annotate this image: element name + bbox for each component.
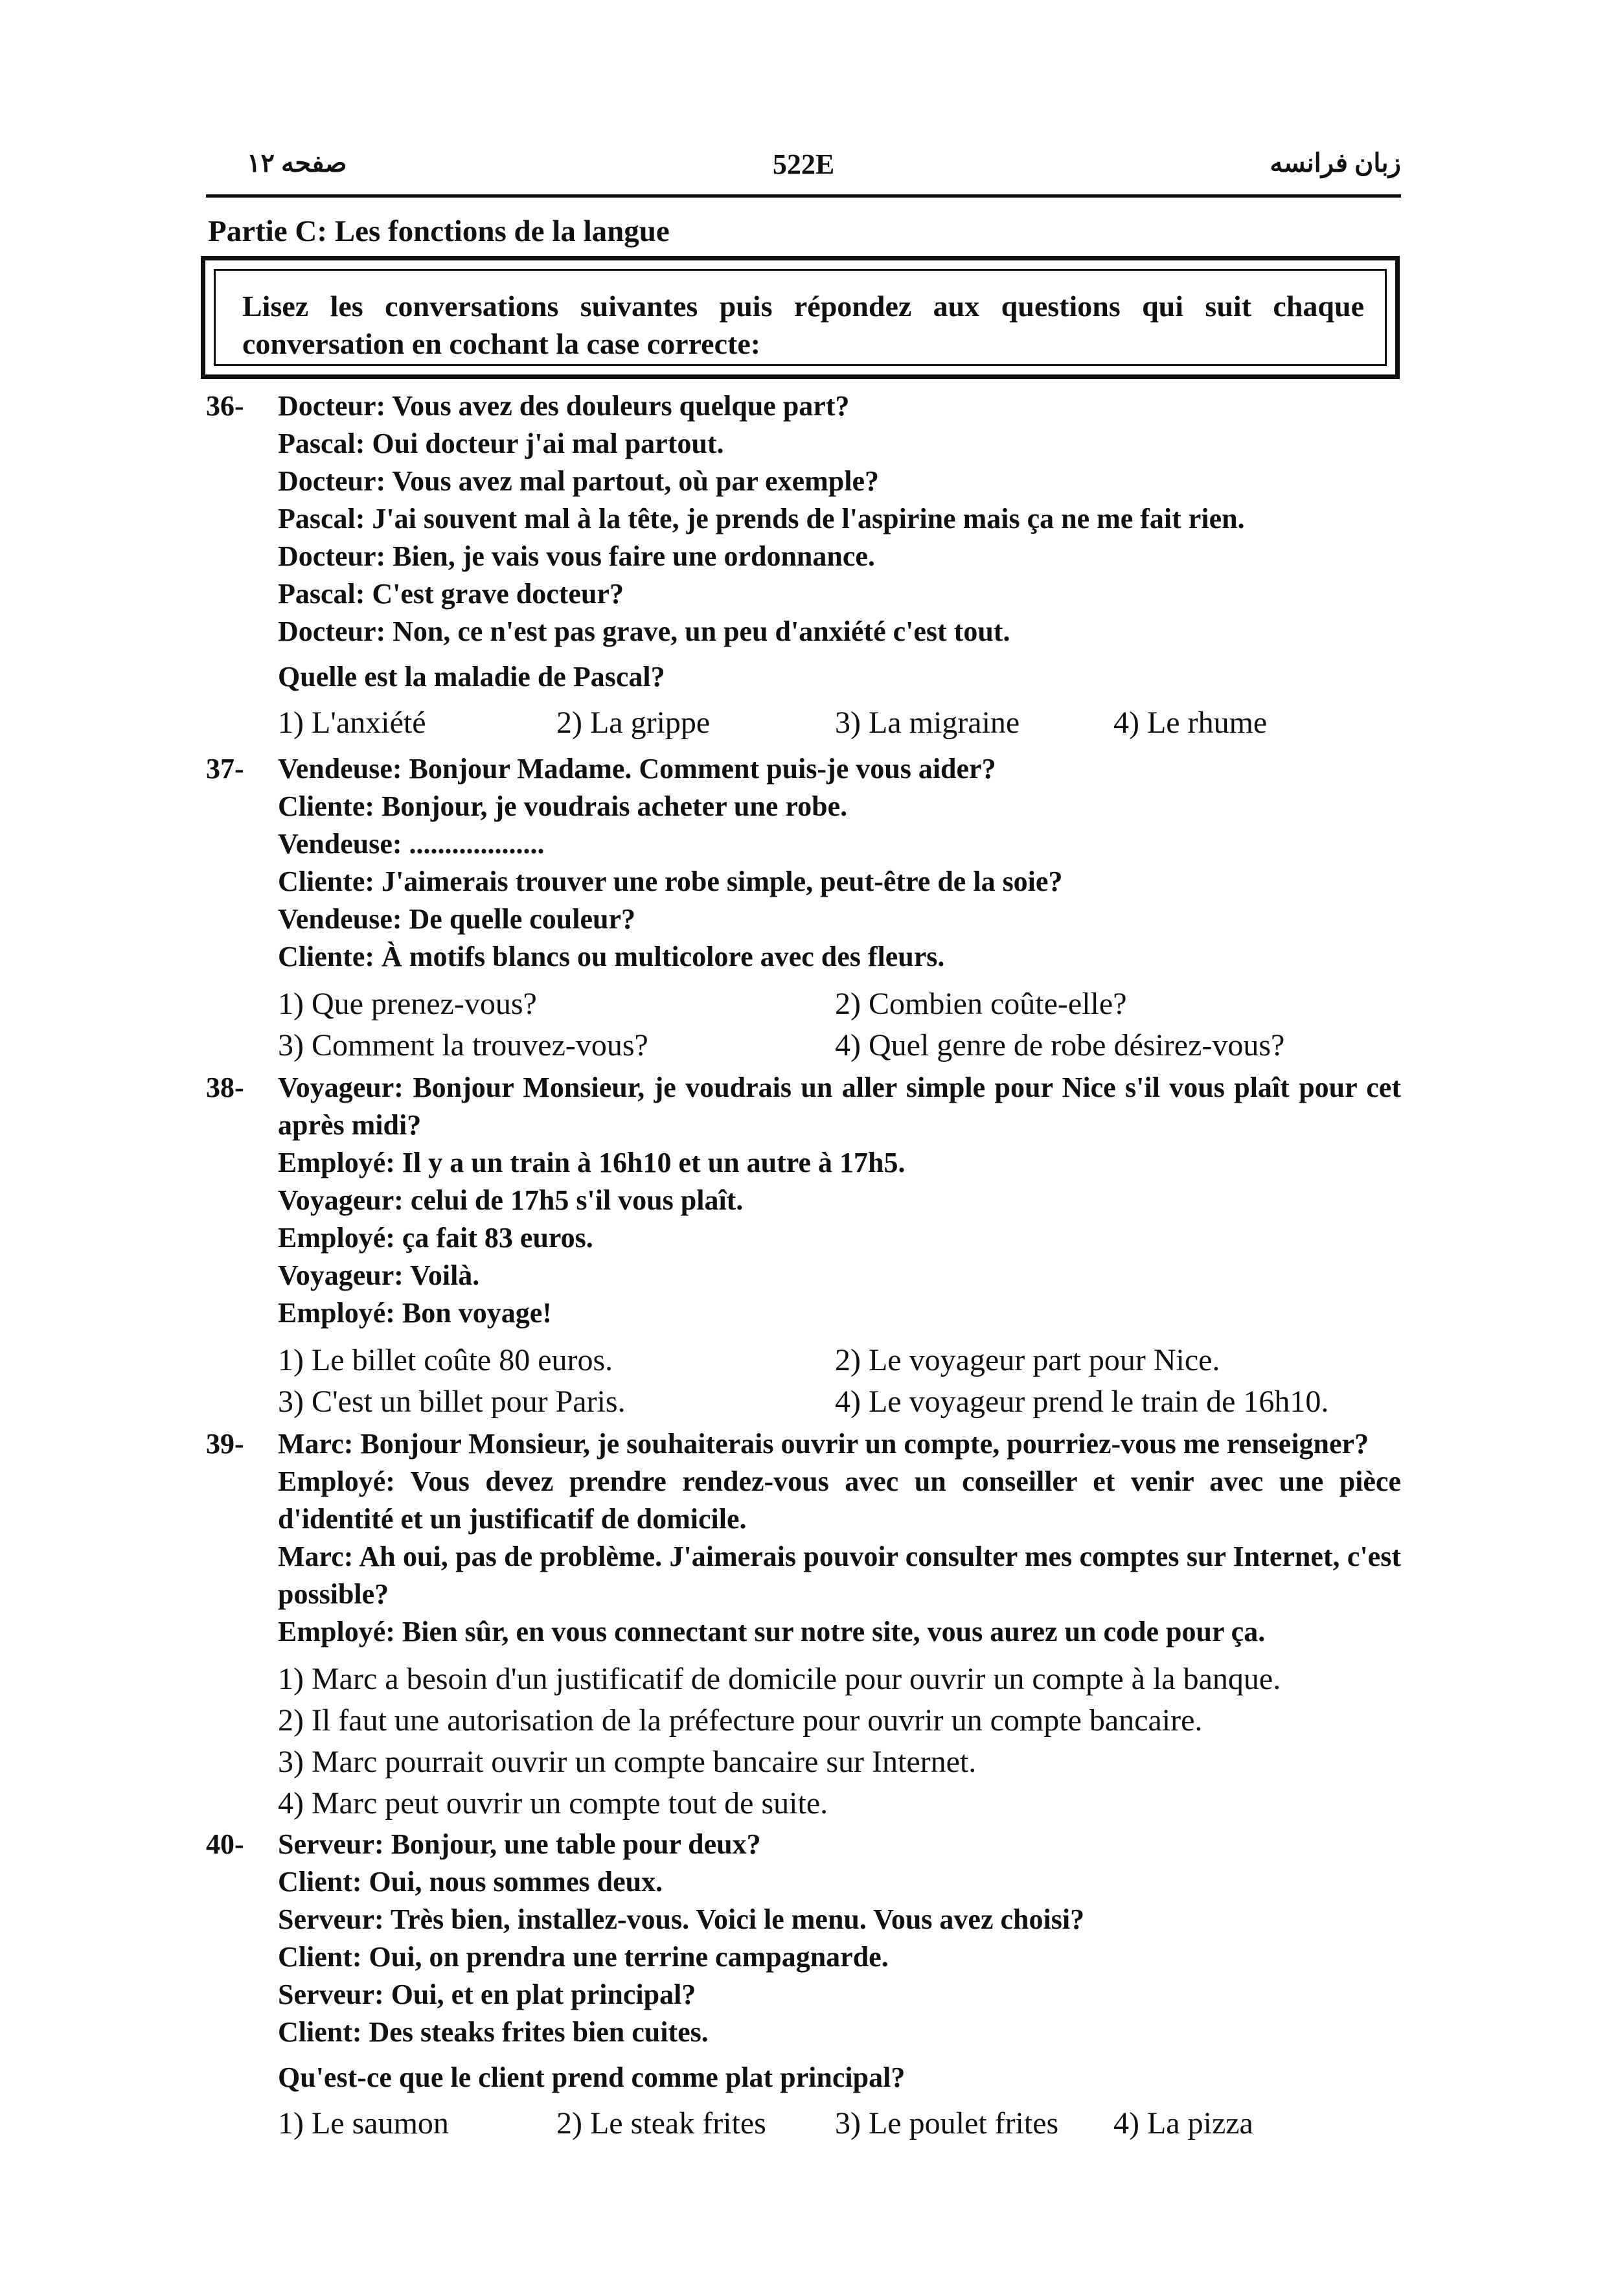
answer-option[interactable]: 2) Le voyageur part pour Nice.: [835, 1343, 1220, 1377]
dialogue-line: Serveur: Bonjour, une table pour deux?: [278, 1828, 761, 1860]
answer-option[interactable]: 1) Marc a besoin d'un justificatif de domicile pour ouvrir un compte à la banque.: [278, 1662, 1281, 1696]
answer-options: [278, 983, 1401, 1066]
answer-option[interactable]: 3) La migraine: [835, 706, 1020, 740]
dialogue-line: Employé: Bien sûr, en vous connectant sur notre site, vous aurez un code pour ça.: [278, 1616, 1266, 1647]
dialogue-line: Docteur: Bien, je vais vous faire une ordonnance.: [278, 540, 875, 572]
dialogue-line: Docteur: Non, ce n'est pas grave, un peu d'anxiété c'est tout.: [278, 615, 1010, 647]
answer-option[interactable]: 1) L'anxiété: [278, 706, 426, 740]
section-title: Partie C: Les fonctions de la langue: [208, 214, 670, 248]
answer-option[interactable]: 4) Marc peut ouvrir un compte tout de suite.: [278, 1786, 828, 1820]
answer-options: [278, 702, 1401, 744]
dialogue-line: Vendeuse: ...................: [278, 828, 545, 860]
answer-option[interactable]: 2) Combien coûte-elle?: [835, 987, 1127, 1021]
dialogue-line: Pascal: C'est grave docteur?: [278, 578, 624, 610]
dialogue-line: Cliente: J'aimerais trouver une robe simple, peut-être de la soie?: [278, 866, 1063, 897]
dialogue-line: Voyageur: celui de 17h5 s'il vous plaît.: [278, 1184, 744, 1216]
dialogue-line: Cliente: Bonjour, je voudrais acheter une robe.: [278, 790, 848, 822]
question-prompt: Quelle est la maladie de Pascal?: [278, 661, 665, 693]
answer-options: [278, 2103, 1401, 2144]
answer-option[interactable]: 2) La grippe: [556, 706, 711, 740]
dialogue-line: Employé: ça fait 83 euros.: [278, 1222, 593, 1254]
question-body: [278, 1826, 1401, 2144]
dialogue-line: Pascal: J'ai souvent mal à la tête, je prends de l'aspirine mais ça ne me fait rien.: [278, 503, 1245, 534]
answer-options: [278, 1340, 1401, 1423]
answer-options: [278, 1659, 1401, 1824]
dialogue-line: Client: Oui, on prendra une terrine campagnarde.: [278, 1941, 889, 1973]
answer-option[interactable]: 3) C'est un billet pour Paris.: [278, 1384, 626, 1419]
dialogue-line: Client: Des steaks frites bien cuites.: [278, 2016, 709, 2048]
dialogue-line: Marc: Ah oui, pas de problème. J'aimerais pouvoir consulter mes comptes sur Internet, c'est possible?: [278, 1541, 1401, 1610]
answer-option[interactable]: 4) La pizza: [1113, 2106, 1253, 2141]
question-number: 39-: [206, 1428, 244, 1460]
answer-option[interactable]: 2) Le steak frites: [556, 2106, 766, 2141]
question-number: 36-: [206, 390, 244, 422]
answer-option[interactable]: 1) Le saumon: [278, 2106, 449, 2141]
answer-option[interactable]: 3) Comment la trouvez-vous?: [278, 1028, 648, 1062]
question-body: [278, 387, 1401, 744]
instructions-box: [201, 256, 1400, 379]
dialogue-line: Docteur: Vous avez des douleurs quelque part?: [278, 390, 850, 422]
dialogue-line: Employé: Bon voyage!: [278, 1297, 552, 1329]
header-rule: [206, 194, 1401, 198]
dialogue-line: Marc: Bonjour Monsieur, je souhaiterais ouvrir un compte, pourriez-vous me renseigner?: [278, 1428, 1369, 1460]
answer-option[interactable]: 3) Marc pourrait ouvrir un compte bancaire sur Internet.: [278, 1745, 977, 1779]
dialogue-line: Voyageur: Bonjour Monsieur, je voudrais un aller simple pour Nice s'il vous plaît pour cet après midi?: [278, 1072, 1401, 1141]
dialogue-line: Serveur: Très bien, installez-vous. Voici le menu. Vous avez choisi?: [278, 1903, 1085, 1935]
subject-title: زبان فرانسه: [1270, 148, 1401, 178]
question-body: [278, 1069, 1401, 1423]
question-prompt: Qu'est-ce que le client prend comme plat principal?: [278, 2061, 906, 2093]
question-number: 40-: [206, 1828, 244, 1860]
instructions-text: Lisez les conversations suivantes puis répondez aux questions qui suit chaque conversation en cochant la case correcte:: [214, 269, 1387, 366]
answer-option[interactable]: 1) Que prenez-vous?: [278, 987, 537, 1021]
dialogue-line: Vendeuse: De quelle couleur?: [278, 903, 636, 935]
question-body: [278, 1425, 1401, 1824]
answer-option[interactable]: 4) Le rhume: [1113, 706, 1268, 740]
dialogue-line: Pascal: Oui docteur j'ai mal partout.: [278, 428, 724, 459]
dialogue-line: Vendeuse: Bonjour Madame. Comment puis-je vous aider?: [278, 753, 996, 785]
question-number: 38-: [206, 1072, 244, 1103]
question-number: 37-: [206, 753, 244, 785]
answer-option[interactable]: 4) Le voyageur prend le train de 16h10.: [835, 1384, 1329, 1419]
dialogue-line: Employé: Vous devez prendre rendez-vous avec un conseiller et venir avec une pièce d'identité et un justificatif de domicile.: [278, 1465, 1401, 1535]
dialogue-line: Employé: Il y a un train à 16h10 et un autre à 17h5.: [278, 1147, 906, 1178]
dialogue-line: Serveur: Oui, et en plat principal?: [278, 1979, 696, 2010]
exam-code: 522E: [772, 148, 835, 180]
question-body: [278, 750, 1401, 1066]
dialogue-line: Cliente: À motifs blancs ou multicolore avec des fleurs.: [278, 941, 945, 972]
answer-option[interactable]: 4) Quel genre de robe désirez-vous?: [835, 1028, 1285, 1062]
answer-option[interactable]: 3) Le poulet frites: [835, 2106, 1059, 2141]
answer-option[interactable]: 2) Il faut une autorisation de la préfecture pour ouvrir un compte bancaire.: [278, 1703, 1203, 1738]
dialogue-line: Client: Oui, nous sommes deux.: [278, 1866, 663, 1898]
dialogue-line: Docteur: Vous avez mal partout, où par exemple?: [278, 465, 879, 497]
page-number: صفحه ۱۲: [247, 148, 347, 178]
answer-option[interactable]: 1) Le billet coûte 80 euros.: [278, 1343, 613, 1377]
dialogue-line: Voyageur: Voilà.: [278, 1259, 480, 1291]
